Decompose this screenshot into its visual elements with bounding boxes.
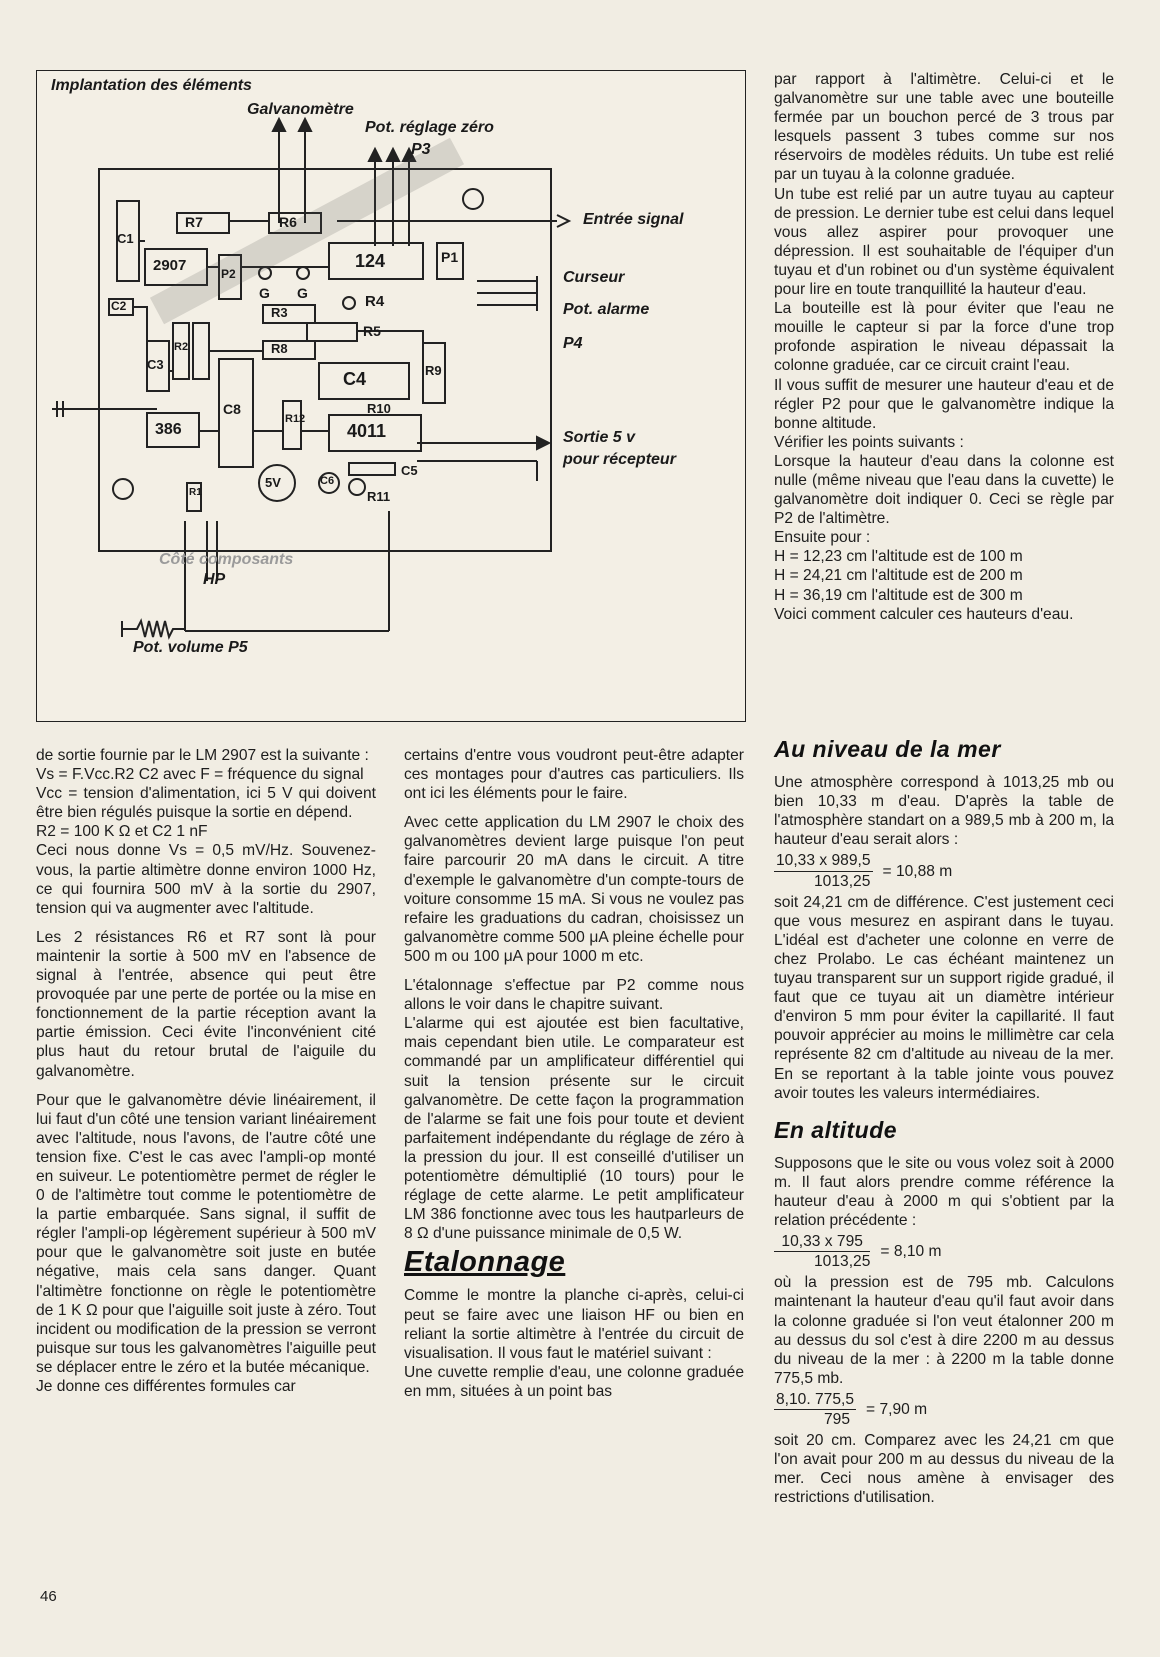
comp-c5: C5 — [401, 463, 418, 478]
formula-altitude — [774, 1232, 1114, 1271]
comp-ic2907: 2907 — [153, 257, 187, 274]
paragraph: H = 12,23 cm l'altitude est de 100 m — [774, 548, 1023, 566]
comp-r10: R10 — [367, 401, 391, 416]
paragraph: Comme le montre la planche ci-après, celui-ci peut se faire avec une liaison HF ou bien en reliant la sortie altimètre à l'entrée du circuit de visualisation. Il vous faut le matériel suivant : — [404, 1287, 744, 1362]
comp-ic4011: 4011 — [347, 421, 387, 441]
comp-r11: R11 — [367, 489, 391, 504]
label-galvanometre: Galvanomètre — [247, 101, 354, 118]
section-heading-etalonnage: Etalonnage — [404, 1246, 566, 1279]
column-middle — [404, 746, 744, 1401]
comp-c2: C2 — [111, 299, 127, 313]
paragraph: par rapport à l'altimètre. Celui-ci et le galvanomètre sur une table avec une bouteille fermée par un bouchon percé de 3 trous par lesquels passent 3 tubes comme sur nos réservoirs de modèles réduits. Un tube est relié par un tuyau à la colonne graduée. — [774, 71, 1114, 184]
paragraph: Lorsque la hauteur d'eau dans la colonne est nulle (même niveau que l'eau dans la cuvette) le galvanomètre doit indiquer 0. Ceci se règle par P2 de l'altimètre. — [774, 452, 1114, 528]
formula-numerator: 8,10. 775,5 — [774, 1390, 856, 1410]
paragraph: certains d'entre vous voudront peut-être adapter ces montages pour d'autres cas particuliers. Ils ont ici les éléments pour le faire. — [404, 747, 744, 803]
label-pot-zero: Pot. réglage zéro — [365, 119, 494, 136]
paragraph: Une cuvette remplie d'eau, une colonne graduée en mm, situées à un point bas — [404, 1363, 744, 1400]
comp-c3: C3 — [147, 357, 164, 372]
paragraph: Ceci nous donne Vs = 0,5 mV/Hz. Souvenez-vous, la partie altimètre donne environ 1000 Hz, ce qui fournira 500 mV à la sortie du 2907, tension qui va augmenter avec l'altitude. — [36, 842, 376, 917]
paragraph: où la pression est de 795 mb. Calculons maintenant la hauteur d'eau qu'il faut avoir dans la colonne graduée si l'on veut étalonner 200 m au dessus du sol c'est à dire 2200 m au dessus du niveau de la mer : à 2200 m la table donne 775,5 mb. — [774, 1274, 1114, 1387]
column-right-top — [774, 70, 1114, 624]
formula-numerator: 10,33 x 989,5 — [774, 851, 873, 871]
paragraph: Vcc = tension d'alimentation, ici 5 V qui doivent être bien régulés puisque la sortie en dépend. — [36, 785, 376, 822]
paragraph: Voici comment calculer ces hauteurs d'eau. — [774, 605, 1074, 623]
paragraph: R2 = 100 K Ω et C2 1 nF — [36, 823, 208, 841]
comp-r9: R9 — [425, 363, 442, 378]
mount-hole-right — [463, 189, 483, 209]
formula-result: = 7,90 m — [866, 1400, 928, 1418]
diagram-title: Implantation des éléments — [51, 77, 252, 94]
paragraph: soit 24,21 cm de différence. C'est justement ceci que vous mesurez en aspirant dans le tuyau. L'idéal est d'acheter une colonne en verre de chez Prolabo. Le cas échéant maintenez un tuyau transparent sur un support rigide gradué, il faut que ce tuyau ait un diamètre intérieur d'environ 5 mm pour éviter la capillarité. Il faut pouvoir apprécier au moins le millimètre car cela représente 82 cm d'altitude au niveau de la mer. En se reportant à la table jointe vous pouvez avoir toutes les valeurs intermédiaires. — [774, 893, 1114, 1102]
paragraph: H = 36,19 cm l'altitude est de 300 m — [774, 586, 1023, 604]
formula-result: = 10,88 m — [882, 862, 953, 880]
formula-denominator: 795 — [824, 1411, 851, 1428]
page-number: 46 — [40, 1588, 57, 1605]
comp-p1: P1 — [441, 249, 459, 265]
comp-r4: R4 — [365, 293, 385, 310]
paragraph: Un tube est relié par un autre tuyau au capteur de pression. Le dernier tube est celui dans lequel vous allez aspirer pour provoquer une dépression. Il est souhaitable de l'équiper d'un tuyau et d'un robinet ou d'un système équivalent pour lire en toute tranquillité la hauteur d'eau. — [774, 185, 1114, 299]
comp-g1: G — [259, 285, 270, 301]
formula-sea-level — [774, 851, 1114, 890]
paragraph: H = 24,21 cm l'altitude est de 200 m — [774, 567, 1023, 585]
section-heading-altitude: En altitude — [774, 1116, 898, 1143]
label-curseur: Curseur — [563, 269, 625, 286]
comp-r5: R5 — [363, 323, 381, 339]
paragraph: Je donne ces différentes formules car — [36, 1378, 296, 1395]
paragraph: La bouteille est là pour éviter que l'eau ne mouille le capteur si par la force d'une trop profonde aspiration le niveau dépassait la colonne graduée, car ce circuit craint l'eau. — [774, 300, 1114, 375]
paragraph: Une atmosphère correspond à 1013,25 mb ou bien 10,33 m d'eau. D'après la table de l'atmosphère standart on a 989,5 mb à 200 m, la hauteur d'eau serait alors : — [774, 774, 1114, 849]
comp-c8: C8 — [223, 401, 241, 417]
comp-c1: C1 — [117, 231, 134, 246]
circuit-board-drawing — [37, 71, 747, 723]
section-heading-niveau-mer: Au niveau de la mer — [774, 736, 1001, 762]
comp-ic124: 124 — [355, 251, 386, 271]
paragraph: Les 2 résistances R6 et R7 sont là pour maintenir la sortie à 500 mV en l'absence de signal à l'entrée, absence qui peut être provoquée par une perte de portée ou la mise en fonctionnement de la partie réception avant la partie émission. Ceci évite l'inconvénient cité plus haut du retour brutal de l'aiguile du galvanomètre. — [36, 928, 376, 1080]
paragraph: soit 20 cm. Comparez avec les 24,21 cm que l'on avait pour 200 m au dessus du niveau de la mer. Ceci nous amène à envisager des restrictions d'utilisation. — [774, 1432, 1114, 1507]
r12-resistor — [283, 401, 301, 449]
label-pour-recepteur: pour récepteur — [563, 451, 676, 468]
comp-g2: G — [297, 285, 308, 301]
formula-denominator: 1013,25 — [814, 872, 871, 890]
formula-vs: Vs = F.Vcc.R2 C2 avec F = fréquence du signal — [36, 766, 364, 784]
comp-r6: R6 — [279, 214, 297, 230]
r6b-resistor — [193, 323, 209, 379]
paragraph: Vérifier les points suivants : — [774, 433, 964, 451]
r5-resistor — [307, 323, 357, 341]
formula-numerator: 10,33 x 795 — [774, 1232, 870, 1252]
comp-c6: C6 — [320, 475, 335, 487]
mount-hole-left — [113, 479, 133, 499]
comp-ic386: 386 — [155, 421, 182, 438]
paragraph: Pour que le galvanomètre dévie linéairement, il lui faut d'un côté une tension variant linéairement avec l'altitude, nous l'avons, de l'autre côté une tension fixe. C'est le cas avec l'ampli-op monté en suiveur. Le potentiomètre permet de régler le 0 de l'altimètre tout comme le potentiomètre de la partie embarquée. Sans signal, il suffit de régler l'ampli-op légèrement supérieur à 500 mV pour que le galvanomètre soit juste en butée négative, mais cela sans danger. Quant l'altimètre fonctionne on règle le potentiomètre de 1 K Ω pour que l'aiguille soit juste à zéro. Tout incident ou modification de la pression se verront puisque sur tous les galvanomètres l'aiguille peut se déplacer entre le zéro et la butée mécanique. — [36, 1091, 376, 1376]
label-cote-composants: Côté composants — [159, 551, 294, 568]
label-p3: P3 — [411, 141, 431, 158]
column-right-bottom — [774, 736, 1114, 1507]
paragraph: L'alarme qui est ajoutée est bien facultative, mais cependant bien utile. Le comparateur est commandé par un amplificateur différentiel qui suit la tension présente sur le circuit galvanomètre. De cette façon la programmation de l'alarme se fait une fois pour toute et devient parfaitement indépendante du réglage de zéro à la pression du jour. Il est conseillé d'utiliser un potentiomètre démultiplié (10 tours) pour le réglage de cette alarme. Le petit amplificateur LM 386 fonctionne avec tous les hautparleurs de 8 Ω d'une puissance minimale de 0,5 W. — [404, 1015, 744, 1243]
formula-result: = 8,10 m — [880, 1243, 942, 1261]
comp-r12: R12 — [285, 413, 306, 425]
comp-r3: R3 — [271, 305, 288, 320]
comp-c4: C4 — [343, 369, 367, 389]
paragraph: de sortie fournie par le LM 2907 est la suivante : — [36, 747, 369, 764]
comp-5v: 5V — [265, 475, 281, 490]
comp-r2: R2 — [174, 341, 189, 353]
paragraph: Supposons que le site ou vous volez soit à 2000 m. Il faut alors prendre comme référence la hauteur d'eau à 2000 m qui s'obtient par la relation précédente : — [774, 1154, 1114, 1230]
label-sortie-5v: Sortie 5 v — [563, 429, 636, 446]
label-p4: P4 — [563, 335, 583, 352]
comp-r1: R1 — [189, 487, 202, 498]
paragraph: Ensuite pour : — [774, 529, 871, 547]
comp-r8: R8 — [271, 341, 288, 356]
formula-denominator: 1013,25 — [814, 1253, 871, 1271]
paragraph: Avec cette application du LM 2907 le choix des galvanomètres devient large puisque l'on peut faire parcourir 20 mA dans le circuit. A titre d'exemple le galvanomètre d'un compte-tours de voiture consomme 15 mA. Si vous ne voulez pas refaire les graduations du cadran, choisissez un galvanomètre comme 500 μA pleine échelle pour 500 m ou 100 μA pour 1000 m etc. — [404, 814, 744, 965]
column-left — [36, 746, 376, 1396]
c5-capacitor — [349, 463, 395, 475]
component-layout-diagram — [36, 70, 746, 722]
label-entree-signal: Entrée signal — [583, 211, 684, 228]
paragraph: Il vous suffit de mesurer une hauteur d'eau et de régler P2 pour que le galvanomètre indique la bonne altitude. — [774, 376, 1114, 432]
label-hp: HP — [203, 571, 226, 588]
label-pot-volume: Pot. volume P5 — [133, 639, 248, 656]
comp-p2: P2 — [221, 267, 236, 281]
paragraph: L'étalonnage s'effectue par P2 comme nous allons le voir dans le chapitre suivant. — [404, 977, 744, 1014]
label-pot-alarme: Pot. alarme — [563, 301, 650, 318]
comp-r7: R7 — [185, 214, 203, 230]
formula-2200m — [774, 1390, 1114, 1429]
